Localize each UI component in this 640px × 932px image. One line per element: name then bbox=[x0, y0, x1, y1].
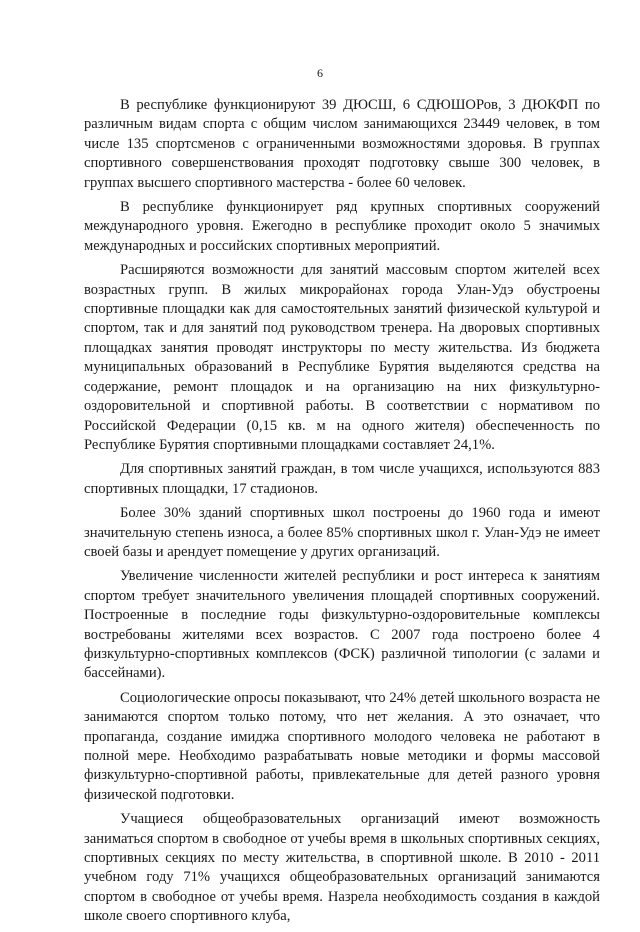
paragraph-mass-sport-opportunities: Расширяются возможности для занятий массовым спортом жителей всех возрастных групп. В жилых микрорайонах города Улан-Удэ обустроены спортивные площадки как для самостоятельных занятий физической культурой и спортом, так и для занятий под руководством тренера. На дворовых спортивных площадках занятия проводят инструкторы по месту жительства. Из бюджета муниципальных образований в Республике Бурятия выделяются средства на содержание, ремонт площадок и на организацию на них физкультурно-оздоровительной и спортивной работы. В соответствии с нормативом по Российской Федерации (0,15 кв. м на одного жителя) обеспеченность по Республике Бурятия спортивными площадками составляет 24,1%. bbox=[84, 262, 600, 453]
paragraph-school-students: Учащиеся общеобразовательных организаций имеют возможность заниматься спортом в свободное от учебы время в школьных спортивных секциях, спортивных секциях по месту жительства, в спортивной школе. В 2010 - 2011 учебном году 71% учащихся общеобразовательных организаций занимаются спортом в свободное от учебы время. Назрела необходимость создания в каждой школе своего спортивного клуба, bbox=[84, 811, 600, 925]
body-text bbox=[84, 96, 600, 932]
paragraph-international-facilities: В республике функционирует ряд крупных спортивных сооружений международного уровня. Ежегодно в республике проходит около 5 значимых международных и российских спортивных мероприятий. bbox=[84, 199, 600, 254]
paragraph-sports-schools: В республике функционируют 39 ДЮСШ, 6 СДЮШОРов, 3 ДЮКФП по различным видам спорта с общим числом занимающихся 23449 человек, в том числе 135 спортсменов с ограниченными возможностями здоровья. В группах спортивного совершенствования проходят подготовку свыше 300 человек, в группах высшего спортивного мастерства - более 60 человек. bbox=[84, 97, 600, 191]
paragraph-sociological-surveys: Социологические опросы показывают, что 24% детей школьного возраста не занимаются спортом только потому, что нет желания. А это означает, что пропаганда, создание имиджа спортивного молодого человека не работают в полной мере. Необходимо разрабатывать новые методики и формы массовой физкультурно-спортивной работы, привлекательные для детей разного уровня физической подготовки. bbox=[84, 689, 600, 803]
paragraph-population-growth: Увеличение численности жителей республики и рост интереса к занятиям спортом требует значительного увеличения площадей спортивных сооружений. Построенные в последние годы физкультурно-оздоровительные комплексы востребованы жителями всех возрастов. С 2007 года построено более 4 физкультурно-спортивных комплексов (ФСК) различной типологии (с залами и бассейнами). bbox=[84, 568, 600, 682]
paragraph-sports-grounds-count: Для спортивных занятий граждан, в том числе учащихся, используются 883 спортивных площадки, 17 стадионов. bbox=[84, 461, 600, 497]
page-number: 6 bbox=[317, 66, 323, 80]
paragraph-building-wear: Более 30% зданий спортивных школ построены до 1960 года и имеют значительную степень износа, а более 85% спортивных школ г. Улан-Удэ не имеет своей базы и арендует помещение у других организаций. bbox=[84, 505, 600, 560]
